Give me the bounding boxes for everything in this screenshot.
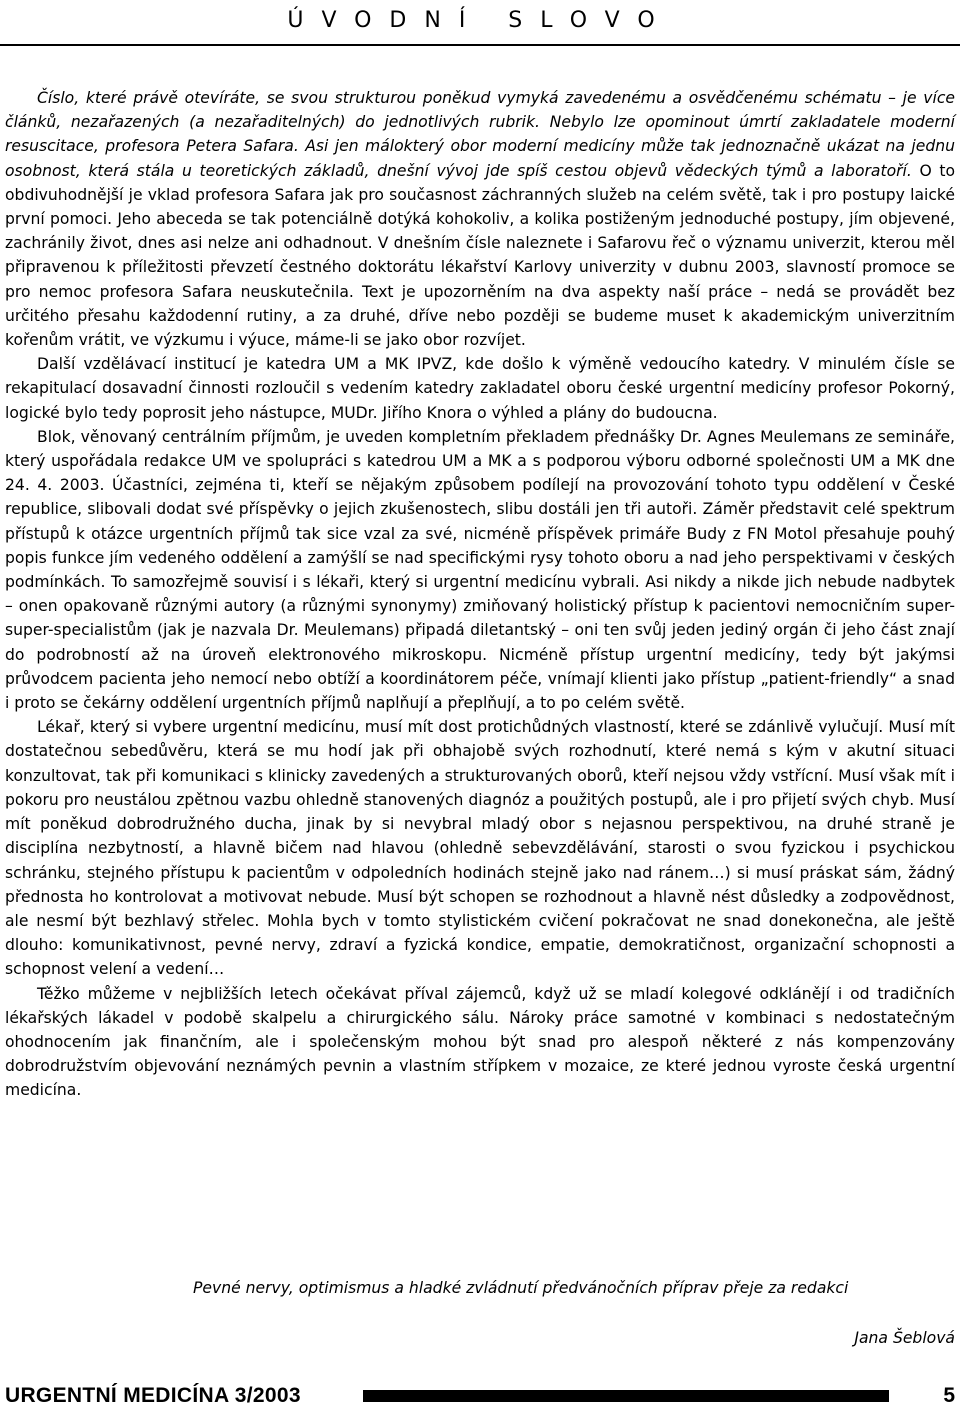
paragraph-1-rest: O to obdivuhodnější je vklad profesora Safara jak pro současnost záchranných služeb na celém světě, tak i pro postupy laické první pomoci. Jeho abeceda se tak potenciálně dotýká kohokoliv, a kolika postiženým jednoduché postupy, jím objevené, zachránily život, dnes asi nelze ani odhadnout. V dnešním čísle naleznete i Safarovu řeč o významu univerzit, kterou měl připravenou k příležitosti převzetí čestného doktorátu lékařství Karlovy univerzity v dubnu 2003, slavností promoce se pro nemoc profesora Safara neuskutečnila. Text je upozorněním na dva aspekty naší práce – nedá se provádět bez určitého přesahu každodenní rutiny, a za druhé, dříve nebo později se budeme muset k akademickým univerzitním kořenům vrátit, ve výzkumu i výuce, máme-li se jako obor rozvíjet. xyxy=(5,161,956,350)
paragraph-3: Blok, věnovaný centrálním příjmům, je uveden kompletním překladem přednášky Dr. Agnes Meulemans ze semináře, který uspořádala redakce UM ve spolupráci s katedrou UM a MK a s podporou výboru odborné společnosti UM a MK dne 24. 4. 2003. Účastníci, zejména ti, kteří se nějakým způsobem podílejí na provozování tohoto typu oddělení v České republice, slibovali dodat své příspěvky o jejich zkušenostech, slibu dostáli jen tři autoři. Záměr představit celé spektrum přístupů k otázce urgentních příjmů tak sice vzal za své, nicméně příspěvek primáře Budy z FN Motol přesahuje pouhý popis funkce jím vedeného oddělení a zamýšlí se nad specifickými rysy tohoto oboru a nad jeho perspektivami v českých podmínkách. To samozřejmě souvisí i s lékaři, který si urgentní medicínu vybrali. Asi nikdy a nikde jich nebude nadbytek – onen opakovaně různými autory (a různými synonymy) zmiňovaný holistický přístup k pacientovi nemocničním super-super-specialistům (jak je nazvala Dr. Meulemans) připadá diletantský – oni ten svůj jeden jediný orgán či jeho část znají do podrobností až na úroveň elektronového mikroskopu. Nicméně přístup urgentní medicíny, tedy být jakýmsi průvodcem pacienta jeho nemocí nebo obtíží a koordinátorem péče, vnímají klienti jako přístup „patient-friendly“ a snad i proto se čekárny oddělení urgentních příjmů naplňují a přeplňují, a to po celém světě. xyxy=(5,427,955,713)
section-title: ÚVODNÍ SLOVO xyxy=(287,8,673,33)
paragraph-5: Těžko můžeme v nejbližších letech očekávat příval zájemců, když už se mladí kolegové odklánějí i od tradičních lékařských lákadel v podobě skalpelu a chirurgického sálu. Nároky práce samotné v kombinaci s nedostatečným ohodnocením jak finančním, ale i společenským mohou být snad pro alespoň některé z nás kompenzovány dobrodružstvím objevování neznámých pevnin a vlastním střípkem v mozaice, ze které jednou vyroste česká urgentní medicína. xyxy=(5,984,955,1100)
paragraph-2: Další vzdělávací institucí je katedra UM a MK IPVZ, kde došlo k výměně vedoucího katedry. V minulém čísle se rekapitulací dosavadní činnosti rozloučil s vedením katedry zakladatel oboru české urgentní medicíny profesor Pokorný, logické bylo tedy poprosit jeho nástupce, MUDr. Jiřího Knora o výhled a plány do budoucna. xyxy=(5,355,955,422)
signature: Jana Šeblová xyxy=(854,1329,955,1347)
footer-bar xyxy=(363,1390,889,1402)
paragraph-4: Lékař, který si vybere urgentní medicínu, musí mít dost protichůdných vlastností, které se zdánlivě vylučují. Musí mít dostatečnou sebedůvěru, která se mu hodí jak při obhajobě svých rozhodnutí, které nemá s kým v akutní situaci konzultovat, tak při komunikaci s klinicky zavedených a strukturovaných oborů, kteří nejsou vždy vstřícní. Musí však mít i pokoru pro neustálou zpětnou vazbu ohledně stanovených diagnóz a použitých postupů, ale i pro přijetí svých chyb. Musí mít poněkud dobrodružného ducha, jinak by si nevybral mladý obor s nejasnou perspektivou, na druhé straně je disciplína nezbytností, a hlavně bičem nad hlavou (ohledně sebevzdělávání, starosti o svou fyzickou i psychickou schránku, stejného přístupu k pacientům v odpoledních hodinách stejně jako nad ránem…) si musí práskat sám, žádný přednosta ho kontrolovat a motivovat nebude. Musí být schopen se rozhodnout a hlavně nést důsledky a zodpovědnost, ale nesmí být bezhlavý střelec. Mohla bych v tomto stylistickém cvičení pokračovat ne snad donekonečna, ale ještě dlouho: komunikativnost, pevné nervy, zdraví a fyzická kondice, empatie, demokratičnost, organizační schopnosti a schopnost velení a vedení… xyxy=(5,718,955,979)
paragraph-1-italic: Číslo, které právě otevíráte, se svou strukturou poněkud vymyká zavedenému a osvědčenému schématu – je více článků, nezařazených (a nezařaditelných) do jednotlivých rubrik. Nebylo lze opominout úmrtí zakladatele moderní resuscitace, profesora Petera Safara. Asi jen málokterý obor moderní medicíny může tak jednoznačně ukázat na jednu osobnost, která stála u teoretických základů, dnešní vývoj jde spíš cestou objevů vědeckých týmů a laboratoří. xyxy=(5,89,955,180)
page-number: 5 xyxy=(943,1384,955,1407)
paragraph-1 xyxy=(5,86,955,352)
journal-title: URGENTNÍ MEDICÍNA 3/2003 xyxy=(5,1384,301,1407)
closing-line: Pevné nervy, optimismus a hladké zvládnutí předvánočních příprav přeje za redakci xyxy=(193,1279,849,1297)
page-header xyxy=(0,0,960,46)
article-body xyxy=(5,86,955,1103)
header-rule xyxy=(0,44,960,46)
